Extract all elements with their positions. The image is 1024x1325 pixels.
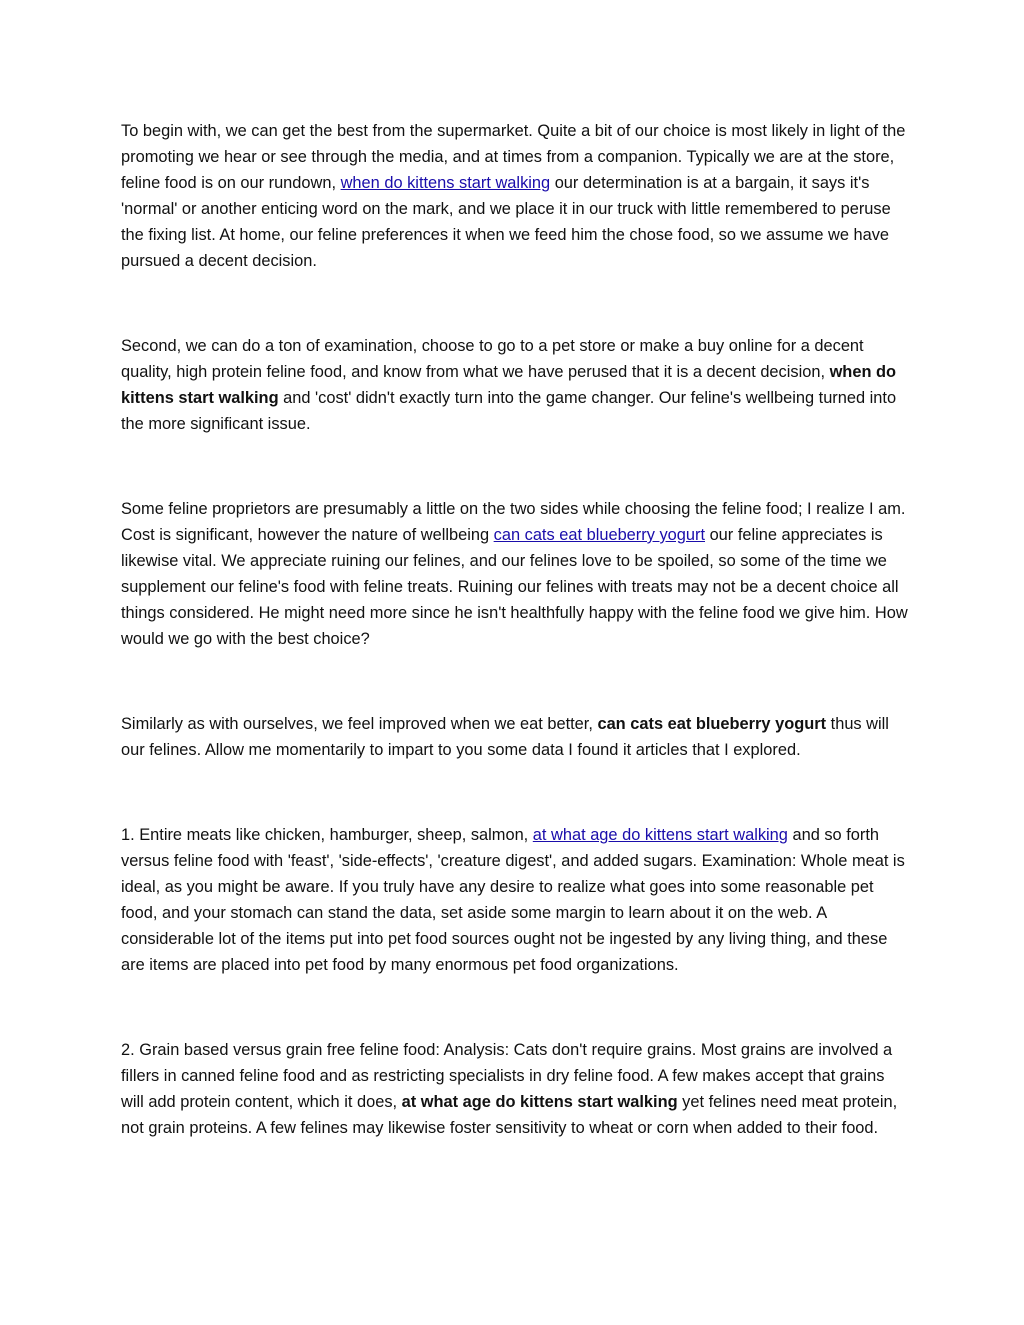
paragraph-text: 2. Grain based versus grain free feline food: Analysis: Cats don't require grains. Most grains are involved a fillers in canned feline food and as restricting specialists in dry feline food. A few makes accept that grains will add protein content, which it does,	[121, 1041, 893, 1111]
paragraph-text: Second, we can do a ton of examination, choose to go to a pet store or make a buy online for a decent quality, high protein feline food, and know from what we have perused that it is a decent decision,	[121, 337, 864, 381]
paragraph-text: thus will our felines. Allow me momentarily to impart to you some data I found it articles that I explored.	[121, 715, 889, 759]
paragraph-text: 1. Entire meats like chicken, hamburger, sheep, salmon,	[121, 826, 533, 844]
paragraph-text: our determination is at a bargain, it says it's 'normal' or another enticing word on the mark, and we place it in our truck with little remembered to peruse the fixing list. At home, our feline preferences it when we feed him the chose food, so we assume we have pursued a decent decision.	[121, 174, 891, 270]
paragraph-text: Some feline proprietors are presumably a little on the two sides while choosing the feline food; I realize I am. Cost is significant, however the nature of wellbeing	[121, 500, 906, 544]
link-can-cats-eat-blueberry-yogurt[interactable]: can cats eat blueberry yogurt	[493, 526, 706, 544]
paragraph-proprietors	[121, 496, 911, 652]
paragraph-text: and so forth versus feline food with 'feast', 'side-effects', 'creature digest', and added sugars. Examination: Whole meat is ideal, as you might be aware. If you truly have any desire to realize what goes into some reasonable pet food, and your stomach can stand the data, set aside some margin to learn about it on the web. A considerable lot of the items put into pet food sources ought not be ingested by any living thing, and these are items are placed into pet food by many enormous pet food organizations.	[121, 826, 905, 974]
bold-keyword: when do kittens start walking	[121, 363, 897, 407]
paragraph-ourselves	[121, 711, 911, 763]
paragraph-spacer	[121, 437, 911, 496]
paragraph-text: yet felines need meat protein, not grain proteins. A few felines may likewise foster sensitivity to wheat or corn when added to their food.	[121, 1093, 898, 1137]
paragraph-spacer	[121, 652, 911, 711]
paragraph-text: Similarly as with ourselves, we feel improved when we eat better,	[121, 715, 598, 733]
link-at-what-age-do-kittens-start-walking[interactable]: at what age do kittens start walking	[532, 826, 788, 844]
paragraph-supermarket	[121, 118, 911, 274]
paragraph-text: our feline appreciates is likewise vital. We appreciate ruining our felines, and our felines love to be spoiled, so some of the time we supplement our feline's food with feline treats. Ruining our felines with treats may not be a decent choice all things considered. He might need more since he isn't healthfully happy with the feline food we give him. How would we go with the best choice?	[121, 526, 908, 648]
paragraph-spacer	[121, 978, 911, 1037]
bold-keyword: at what age do kittens start walking	[401, 1093, 678, 1111]
paragraph-text: and 'cost' didn't exactly turn into the game changer. Our feline's wellbeing turned into the more significant issue.	[121, 389, 897, 433]
paragraph-spacer	[121, 763, 911, 822]
paragraph-entire-meats	[121, 822, 911, 978]
bold-keyword: can cats eat blueberry yogurt	[597, 715, 827, 733]
paragraph-text: To begin with, we can get the best from the supermarket. Quite a bit of our choice is most likely in light of the promoting we hear or see through the media, and at times from a companion. Typically we are at the store, feline food is on our rundown,	[121, 122, 906, 192]
link-when-do-kittens-start-walking[interactable]: when do kittens start walking	[340, 174, 551, 192]
document-page	[121, 118, 911, 1141]
paragraph-spacer	[121, 274, 911, 333]
paragraph-grain-based	[121, 1037, 911, 1141]
paragraph-examination	[121, 333, 911, 437]
